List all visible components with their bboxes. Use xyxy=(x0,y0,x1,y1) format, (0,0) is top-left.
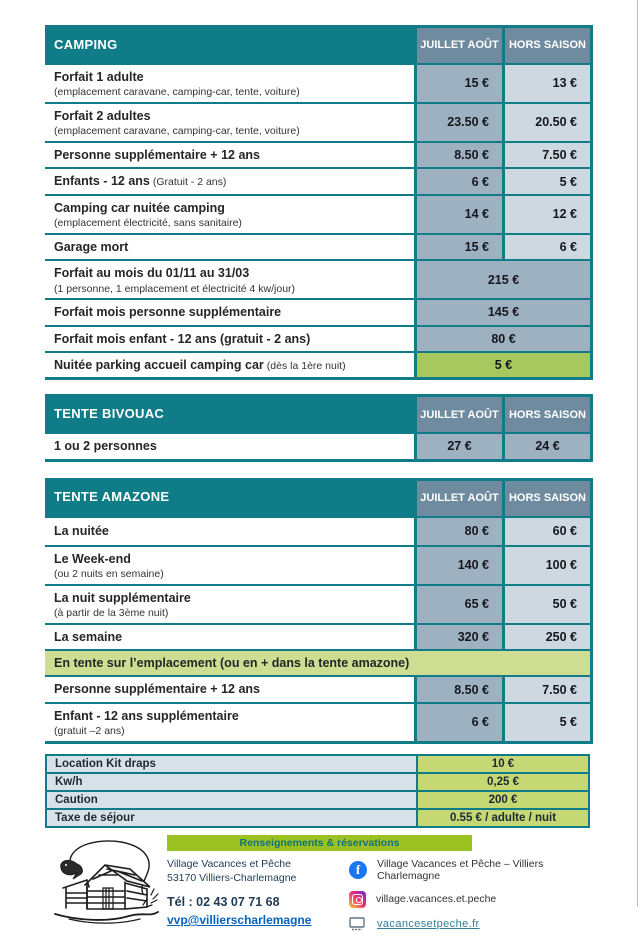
facebook-icon: f xyxy=(349,861,367,879)
row-sublabel: (emplacement caravane, camping-car, tente, voiture) xyxy=(54,86,300,99)
price-juillet: 14 € xyxy=(414,196,502,233)
table-row xyxy=(45,675,590,701)
extras-label: Location Kit draps xyxy=(47,756,416,772)
price-hors-saison: 12 € xyxy=(502,196,590,233)
website-link[interactable]: vacancesetpeche.fr xyxy=(377,917,480,930)
column-header-juillet-aout: JUILLET AOÛT xyxy=(417,28,502,63)
row-label: Forfait mois personne supplémentaire xyxy=(54,305,282,320)
extras-label: Kw/h xyxy=(47,774,416,790)
table-row xyxy=(45,325,590,351)
column-header-hors-saison: HORS SAISON xyxy=(505,481,590,516)
price-hors-saison: 50 € xyxy=(502,586,590,623)
extras-value: 200 € xyxy=(416,792,588,808)
table-row xyxy=(45,141,590,167)
cabin-and-fish-logo xyxy=(47,835,165,927)
price-hors-saison: 6 € xyxy=(502,235,590,259)
extras-table xyxy=(45,754,590,828)
column-header-hors-saison: HORS SAISON xyxy=(505,28,590,63)
column-header-juillet-aout: JUILLET AOÛT xyxy=(417,397,502,432)
phone-number: Tél : 02 43 07 71 68 xyxy=(167,895,280,910)
row-label: 1 ou 2 personnes xyxy=(54,439,157,454)
row-label: Garage mort xyxy=(54,239,129,254)
row-note: (dès la 1ère nuit) xyxy=(266,359,346,372)
price-juillet: 8.50 € xyxy=(414,677,502,701)
table-row xyxy=(45,623,590,649)
price-merged: 145 € xyxy=(414,300,590,324)
row-label: Enfants - 12 ans xyxy=(54,174,150,189)
row-label: Personne supplémentaire + 12 ans xyxy=(54,682,260,697)
extras-row xyxy=(47,808,588,826)
row-note: (Gratuit - 2 ans) xyxy=(152,176,227,189)
banner-label: En tente sur l’emplacement (ou en + dans la tente amazone) xyxy=(54,656,410,671)
camping-table-header xyxy=(45,25,590,63)
row-label: Forfait au mois du 01/11 au 31/03 xyxy=(54,266,250,281)
instagram-row xyxy=(349,891,596,908)
price-hors-saison: 20.50 € xyxy=(502,104,590,141)
website-row xyxy=(349,917,596,931)
table-row xyxy=(45,63,590,102)
price-hors-saison: 24 € xyxy=(502,434,590,458)
row-label: La nuit supplémentaire xyxy=(54,590,191,605)
extras-value: 0,25 € xyxy=(416,774,588,790)
row-sublabel: (à partir de la 3ème nuit) xyxy=(54,607,169,620)
price-juillet: 8.50 € xyxy=(414,143,502,167)
instagram-icon xyxy=(349,891,366,908)
price-hors-saison: 250 € xyxy=(502,625,590,649)
price-hors-saison: 13 € xyxy=(502,65,590,102)
price-juillet: 6 € xyxy=(414,704,502,741)
bivouac-title: TENTE BIVOUAC xyxy=(54,405,165,421)
row-label: Forfait 2 adultes xyxy=(54,108,151,123)
table-row xyxy=(45,702,590,741)
row-label: La nuitée xyxy=(54,523,109,538)
amazone-table-header xyxy=(45,478,590,516)
table-row xyxy=(45,432,590,458)
price-hors-saison: 5 € xyxy=(502,169,590,193)
footer xyxy=(45,835,596,940)
row-label: Camping car nuitée camping xyxy=(54,200,225,215)
price-juillet: 65 € xyxy=(414,586,502,623)
row-label: Nuitée parking accueil camping car xyxy=(54,357,264,372)
page-edge-line xyxy=(637,0,638,907)
section-banner-row xyxy=(45,649,590,675)
price-juillet: 23.50 € xyxy=(414,104,502,141)
table-row xyxy=(45,233,590,259)
email-link[interactable]: vvp@villierscharlemagne xyxy=(167,913,312,928)
org-address: 53170 Villiers-Charlemagne xyxy=(167,871,297,884)
extras-label: Caution xyxy=(47,792,416,808)
extras-row xyxy=(47,756,588,772)
price-juillet: 15 € xyxy=(414,65,502,102)
reservations-banner: Renseignements & réservations xyxy=(167,835,472,851)
extras-value: 0.55 € / adulte / nuit xyxy=(416,810,588,826)
table-row xyxy=(45,298,590,324)
column-header-juillet-aout: JUILLET AOÛT xyxy=(417,481,502,516)
table-row xyxy=(45,194,590,233)
social-block xyxy=(349,857,596,940)
row-label: Le Week-end xyxy=(54,551,131,566)
extras-row xyxy=(47,772,588,790)
price-hors-saison: 100 € xyxy=(502,547,590,584)
table-row xyxy=(45,167,590,193)
tente-amazone-table xyxy=(45,478,593,744)
price-hors-saison: 7.50 € xyxy=(502,143,590,167)
table-row xyxy=(45,351,590,377)
price-merged-green: 5 € xyxy=(414,353,590,377)
table-row xyxy=(45,545,590,584)
table-row xyxy=(45,584,590,623)
contact-block xyxy=(167,857,349,940)
amazone-title: TENTE AMAZONE xyxy=(54,489,170,505)
row-label: La semaine xyxy=(54,629,123,644)
table-row xyxy=(45,259,590,298)
row-sublabel: (1 personne, 1 emplacement et électricité 4 kw/jour) xyxy=(54,282,296,295)
price-juillet: 140 € xyxy=(414,547,502,584)
facebook-row xyxy=(349,858,596,882)
price-juillet: 6 € xyxy=(414,169,502,193)
row-sublabel: (ou 2 nuits en semaine) xyxy=(54,568,164,581)
extras-row xyxy=(47,790,588,808)
row-label: Enfant - 12 ans supplémentaire xyxy=(54,708,239,723)
row-label: Forfait 1 adulte xyxy=(54,70,144,84)
facebook-handle: Village Vacances et Pêche – Villiers Charlemagne xyxy=(377,857,544,882)
price-juillet: 320 € xyxy=(414,625,502,649)
camping-table xyxy=(45,25,593,380)
org-name: Village Vacances et Pêche xyxy=(167,857,291,870)
price-merged: 80 € xyxy=(414,327,590,351)
row-label: Forfait mois enfant - 12 ans (gratuit - 2 ans) xyxy=(54,331,311,346)
price-hors-saison: 60 € xyxy=(502,518,590,545)
price-hors-saison: 7.50 € xyxy=(502,677,590,701)
website-monitor-icon xyxy=(349,917,365,931)
row-sublabel: (gratuit –2 ans) xyxy=(54,725,125,738)
row-label: Personne supplémentaire + 12 ans xyxy=(54,147,260,162)
column-header-hors-saison: HORS SAISON xyxy=(505,397,590,432)
table-row xyxy=(45,102,590,141)
extras-value: 10 € xyxy=(416,756,588,772)
price-merged: 215 € xyxy=(414,261,590,298)
instagram-handle: village.vacances.et.peche xyxy=(376,893,497,906)
price-juillet: 15 € xyxy=(414,235,502,259)
row-sublabel: (emplacement électricité, sans sanitaire) xyxy=(54,217,242,230)
row-sublabel: (emplacement caravane, camping-car, tente, voiture) xyxy=(54,125,300,138)
price-hors-saison: 5 € xyxy=(502,704,590,741)
table-row xyxy=(45,516,590,545)
extras-label: Taxe de séjour xyxy=(47,810,416,826)
camping-title: CAMPING xyxy=(54,36,118,52)
bivouac-table-header xyxy=(45,394,590,432)
price-juillet: 27 € xyxy=(414,434,502,458)
tente-bivouac-table xyxy=(45,394,593,461)
price-juillet: 80 € xyxy=(414,518,502,545)
